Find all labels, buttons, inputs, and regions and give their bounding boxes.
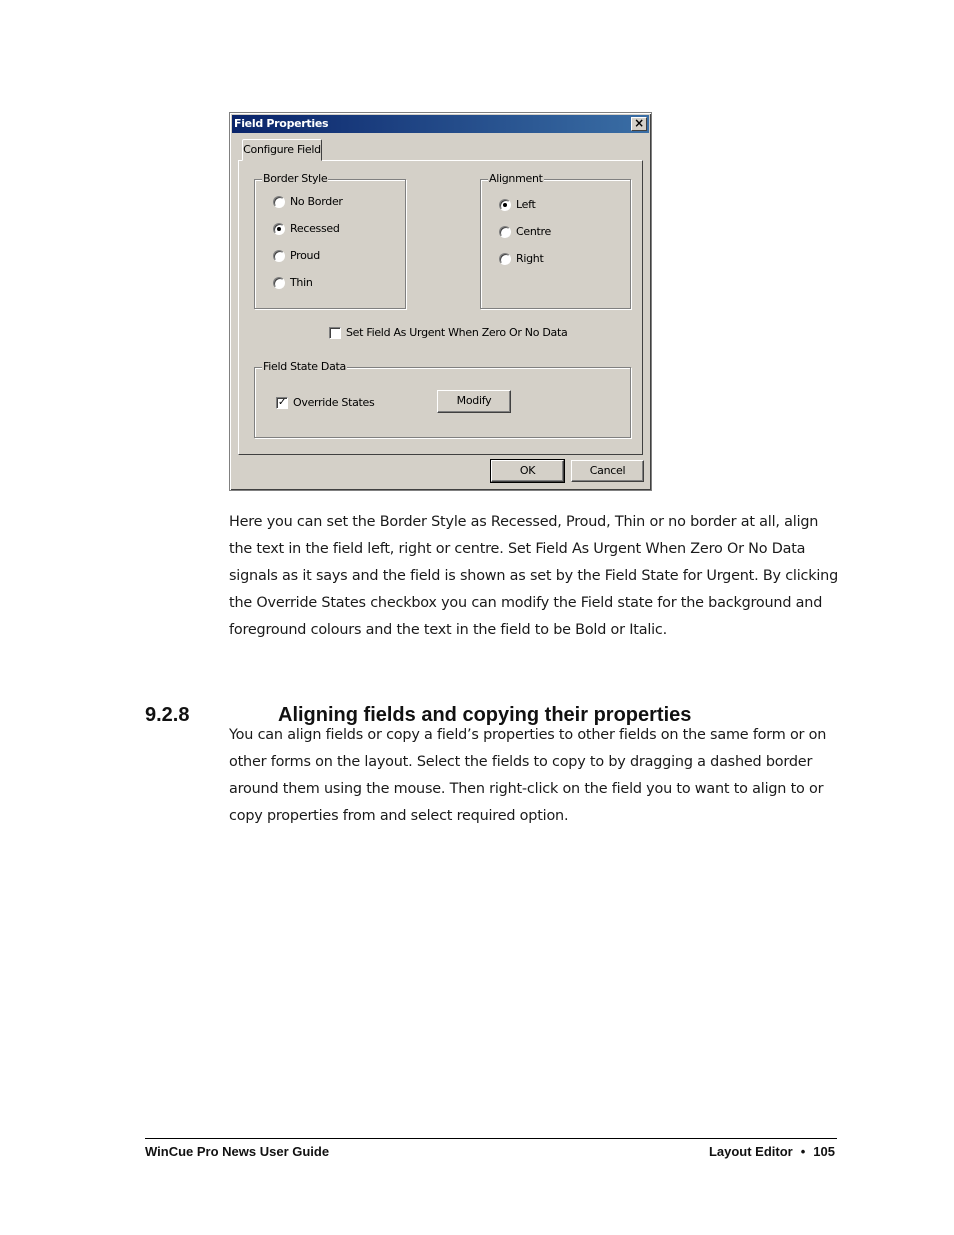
tab-configure-field[interactable]: Configure Field bbox=[242, 139, 322, 161]
modify-button[interactable]: Modify bbox=[437, 390, 511, 413]
close-icon[interactable]: × bbox=[631, 117, 647, 131]
footer-rule bbox=[145, 1138, 837, 1139]
field-state-legend: Field State Data bbox=[263, 360, 346, 373]
dialog-titlebar[interactable] bbox=[232, 115, 649, 133]
radio-selected-icon bbox=[499, 199, 511, 211]
radio-proud[interactable] bbox=[273, 249, 320, 262]
paragraph-aligning-fields: You can align fields or copy a field’s properties to other fields on the same form or on other forms on the layout. Select the fields to copy to by dragging a dashed border around them using the mouse. Then right-click on the field you to want to align to or copy properties from and select required option. bbox=[229, 727, 827, 824]
alignment-legend: Alignment bbox=[489, 172, 543, 185]
radio-icon bbox=[273, 196, 285, 208]
radio-icon bbox=[273, 250, 285, 262]
radio-thin[interactable] bbox=[273, 276, 313, 289]
field-properties-dialog bbox=[229, 112, 652, 491]
radio-left[interactable] bbox=[499, 198, 536, 211]
urgent-checkbox[interactable] bbox=[329, 326, 567, 339]
dialog-title: Field Properties bbox=[234, 117, 329, 130]
radio-label: Right bbox=[516, 252, 544, 265]
radio-label: Recessed bbox=[290, 222, 340, 235]
footer-right bbox=[709, 1144, 835, 1159]
radio-selected-icon bbox=[273, 223, 285, 235]
radio-label: Centre bbox=[516, 225, 551, 238]
cancel-button[interactable]: Cancel bbox=[571, 460, 644, 482]
tab-panel bbox=[238, 160, 643, 455]
field-state-group bbox=[254, 360, 631, 438]
radio-centre[interactable] bbox=[499, 225, 551, 238]
radio-label: No Border bbox=[290, 195, 343, 208]
radio-label: Thin bbox=[290, 276, 313, 289]
urgent-checkbox-label: Set Field As Urgent When Zero Or No Data bbox=[346, 326, 568, 339]
footer-guide-title: WinCue Pro News User Guide bbox=[145, 1144, 330, 1159]
checkmark-icon: ✓ bbox=[277, 396, 287, 408]
radio-label: Left bbox=[516, 198, 536, 211]
alignment-group bbox=[480, 172, 631, 309]
radio-icon bbox=[499, 253, 511, 265]
radio-icon bbox=[273, 277, 285, 289]
radio-no-border[interactable] bbox=[273, 195, 343, 208]
border-style-group bbox=[254, 172, 406, 309]
radio-recessed[interactable] bbox=[273, 222, 340, 235]
radio-right[interactable] bbox=[499, 252, 543, 265]
override-states-checkbox[interactable] bbox=[276, 396, 374, 409]
ok-button[interactable]: OK bbox=[491, 460, 564, 482]
section-number: 9.2.8 bbox=[145, 704, 190, 726]
border-style-legend: Border Style bbox=[263, 172, 328, 185]
radio-label: Proud bbox=[290, 249, 320, 262]
paragraph-border-style: Here you can set the Border Style as Recessed, Proud, Thin or no border at all, align the text in the field left, right or centre. Set Field As Urgent When Zero Or No Data signals as it says and the field is shown as set by the Field State for Urgent. By clicking the Override States checkbox you can modify the Field state for the background and foreground colours and the text in the field to be Bold or Italic. bbox=[229, 514, 839, 638]
override-states-label: Override States bbox=[293, 396, 375, 409]
checkbox-icon bbox=[329, 327, 341, 339]
bullet-icon: • bbox=[800, 1144, 806, 1159]
footer-section-name: Layout Editor bbox=[708, 1144, 793, 1159]
radio-icon bbox=[499, 226, 511, 238]
page-number: 105 bbox=[813, 1144, 835, 1159]
section-heading: Aligning fields and copying their properties bbox=[278, 704, 692, 726]
